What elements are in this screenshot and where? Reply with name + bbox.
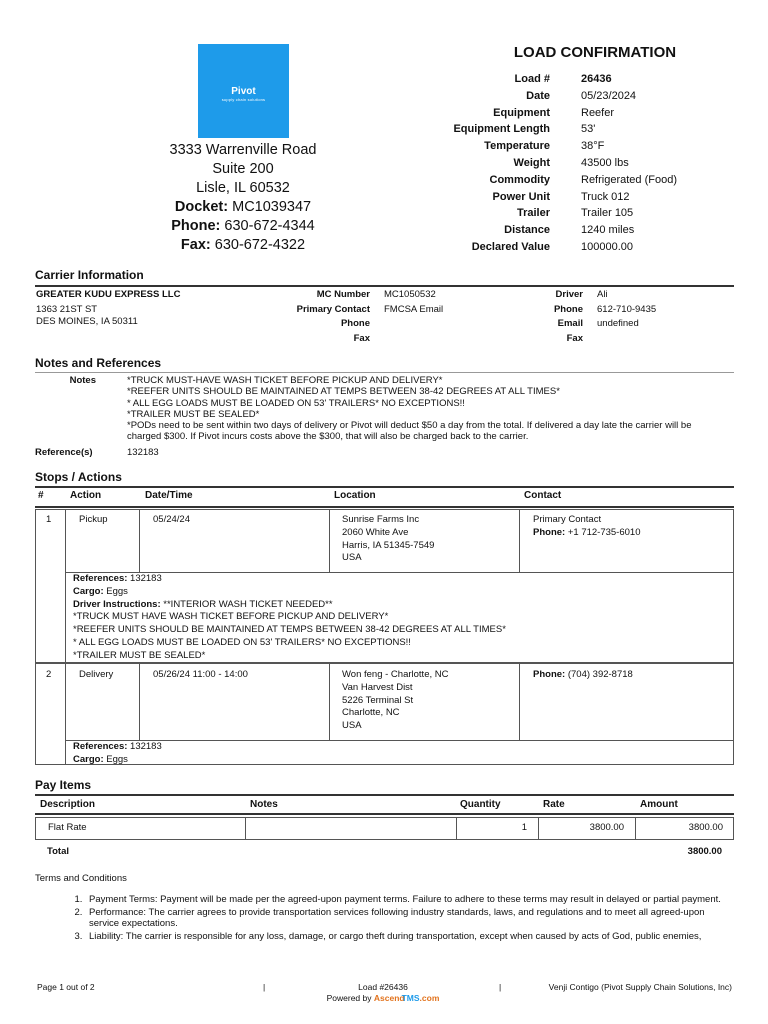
- load-info-label: Date: [526, 89, 550, 102]
- load-info-value: 53': [581, 123, 596, 136]
- stop-location-line: Sunrise Farms Inc: [342, 514, 420, 525]
- stops-header-num: #: [38, 490, 44, 501]
- notes-section-title: Notes and References: [35, 356, 162, 370]
- mc-number-label: MC Number: [316, 289, 370, 300]
- pay-quantity: 1: [521, 822, 527, 833]
- stops-header-location: Location: [334, 490, 376, 501]
- stop-details: [73, 573, 733, 663]
- stop-cargo: [73, 586, 733, 599]
- stop-location-line: USA: [342, 720, 362, 732]
- carrier-divider: [35, 285, 734, 287]
- page-title: LOAD CONFIRMATION: [513, 44, 677, 61]
- note-line: charged $300. If Pivot incurs costs above the $300, that will also be charged back to the carrier.: [127, 431, 529, 443]
- stop-datetime: 05/24/24: [153, 514, 190, 525]
- terms-list-wrap: [35, 894, 735, 943]
- pay-rate: 3800.00: [589, 822, 624, 833]
- stop-contact: [533, 669, 733, 682]
- pay-cell-divider: [456, 817, 457, 840]
- carrier-labels: [240, 288, 370, 346]
- load-info-value: Reefer: [581, 106, 615, 119]
- stop-num: 2: [46, 669, 52, 680]
- load-info-value: 05/23/2024: [581, 89, 637, 102]
- primary-contact-label: Primary Contact: [296, 303, 370, 315]
- stop-action: Pickup: [79, 514, 108, 525]
- load-info-value: Refrigerated (Food): [581, 173, 677, 186]
- footer-separator: |: [263, 982, 266, 992]
- carrier-name: GREATER KUDU EXPRESS LLC: [36, 289, 181, 300]
- driver-value: Ali: [597, 289, 608, 300]
- pay-divider-head: [35, 813, 734, 815]
- load-info-value: 26436: [581, 73, 612, 85]
- load-info-value: Trailer 105: [581, 207, 634, 220]
- docket-line: [140, 198, 346, 217]
- stop-contact-phone-value: (704) 392-8718: [567, 669, 633, 680]
- stop-cell-divider: [519, 663, 520, 741]
- stop-instruction-line: *REEFER UNITS SHOULD BE MAINTAINED AT TEMPS BETWEEN 38-42 DEGREES AT ALL TIMES*: [73, 624, 506, 636]
- stop-cargo: [73, 754, 733, 767]
- stop-location-line: 2060 White Ave: [342, 526, 409, 538]
- references-label: Reference(s): [35, 447, 93, 458]
- footer-brand-ascend[interactable]: Ascend: [373, 993, 405, 1003]
- address-line-1: 3333 Warrenville Road: [169, 142, 317, 158]
- company-logo: [198, 44, 289, 138]
- stop-location-line: Harris, IA 51345-7549: [342, 539, 435, 551]
- footer-load: Load #26436: [358, 982, 408, 992]
- pay-amount: 3800.00: [688, 822, 723, 833]
- logo-brand: Pivot: [231, 86, 256, 97]
- load-info-row: [440, 239, 751, 256]
- stop-datetime: 05/26/24 11:00 - 14:00: [153, 669, 248, 680]
- footer-company: Venji Contigo (Pivot Supply Chain Solutions, Inc): [548, 982, 732, 992]
- pay-section-title: Pay Items: [35, 778, 92, 792]
- note-line: *TRAILER MUST BE SEALED*: [127, 408, 260, 420]
- note-line: *PODs need to be sent within two days of delivery or Pivot will deduct $50 a day from the total. If delivered a day late the carrier will be: [127, 420, 692, 432]
- footer-powered: [300, 993, 466, 1003]
- driver-email-label: Email: [557, 318, 583, 329]
- stop-instructions: [73, 599, 733, 612]
- docket-value: MC1039347: [232, 199, 312, 215]
- stop-cell-divider: [139, 509, 140, 572]
- stop-cell-divider: [329, 663, 330, 741]
- terms-list: [35, 894, 735, 942]
- stop-contact: [533, 514, 733, 540]
- docket-label: Docket:: [174, 199, 229, 215]
- notes-label: Notes: [69, 375, 96, 386]
- fax-label: Fax:: [180, 237, 211, 253]
- phone-label: Phone:: [171, 218, 221, 234]
- load-info-row: [440, 121, 751, 138]
- stop-contact-name: Primary Contact: [533, 514, 602, 525]
- load-info-label: Trailer: [516, 207, 550, 220]
- stop-references-label: References:: [73, 741, 128, 752]
- stop-contact-phone-label: Phone:: [533, 669, 566, 680]
- carrier-phone-label: Phone: [340, 318, 370, 329]
- address-line-2: Suite 200: [212, 161, 274, 177]
- pay-header-amount: Amount: [640, 799, 678, 810]
- stop-location-line: Won feng - Charlotte, NC: [342, 669, 449, 680]
- stop-references-label: References:: [73, 573, 128, 584]
- driver-labels: [470, 288, 583, 346]
- carrier-identity: [36, 288, 236, 330]
- carrier-street: 1363 21ST ST: [36, 303, 98, 315]
- stops-divider-top: [35, 486, 734, 488]
- phone-line: [140, 217, 346, 236]
- note-line: * ALL EGG LOADS MUST BE LOADED ON 53' TRAILERS* NO EXCEPTIONS!!: [127, 397, 465, 409]
- terms-item: 2. Performance: The carrier agrees to provide transportation services following industry standards, laws, and regulations and to meet all agreed-upon service expectations.: [85, 907, 735, 930]
- stop-action: Delivery: [79, 669, 114, 680]
- carrier-city: DES MOINES, IA 50311: [36, 316, 138, 327]
- note-line: *TRUCK MUST-HAVE WASH TICKET BEFORE PICKUP AND DELIVERY*: [127, 375, 443, 386]
- stop-cargo-label: Cargo:: [73, 753, 104, 765]
- pay-row: [35, 817, 734, 840]
- stop-references: [73, 573, 733, 586]
- load-info-label: Distance: [504, 224, 550, 237]
- stop-instruction-line: *TRUCK MUST HAVE WASH TICKET BEFORE PICKUP AND DELIVERY*: [73, 611, 389, 623]
- carrier-fax-label: Fax: [353, 332, 370, 344]
- stop-instructions-label: Driver Instructions:: [73, 598, 161, 610]
- notes-body: [127, 375, 732, 443]
- load-info-row: [440, 189, 751, 206]
- pay-header-rate: Rate: [543, 799, 565, 810]
- load-info-value: 38°F: [581, 140, 605, 153]
- stop-details: [73, 741, 733, 767]
- stop-num: 1: [46, 514, 52, 525]
- footer-separator: |: [499, 982, 502, 992]
- pay-cell-divider: [245, 817, 246, 840]
- references-value: 132183: [127, 447, 159, 458]
- stop-cell-divider: [329, 509, 330, 572]
- stop-cargo-label: Cargo:: [73, 585, 104, 597]
- company-address: [140, 141, 346, 255]
- pay-cell-divider: [538, 817, 539, 840]
- pay-header-description: Description: [40, 799, 96, 810]
- load-info-table: [440, 71, 751, 256]
- driver-label: Driver: [555, 289, 583, 300]
- load-info-row: [440, 222, 751, 239]
- pay-total-label: Total: [47, 846, 69, 857]
- footer-brand-com[interactable]: .com: [419, 993, 440, 1003]
- pay-header-quantity: Quantity: [460, 799, 501, 810]
- load-info-row: [440, 172, 751, 189]
- load-info-label: Temperature: [484, 140, 550, 153]
- footer-powered-label: Powered by: [326, 993, 372, 1003]
- stops-header-contact: Contact: [524, 490, 562, 501]
- pay-header-notes: Notes: [250, 799, 278, 810]
- load-info-row: [440, 155, 751, 172]
- stops-header-action: Action: [70, 490, 102, 501]
- load-info-value: Truck 012: [581, 190, 630, 203]
- stop-instructions-value: **INTERIOR WASH TICKET NEEDED**: [163, 598, 333, 610]
- stop-references-value: 132183: [130, 573, 162, 584]
- stop-location-line: USA: [342, 552, 362, 564]
- stop-contact-phone-label: Phone:: [533, 526, 566, 538]
- mc-number-value: MC1050532: [384, 289, 436, 300]
- pay-cell-divider: [635, 817, 636, 840]
- terms-title: Terms and Conditions: [35, 873, 127, 884]
- pay-description: Flat Rate: [48, 822, 87, 833]
- stop-location-line: Van Harvest Dist: [342, 681, 413, 693]
- stop-contact-phone: [533, 669, 733, 682]
- stop-contact-phone: [533, 527, 733, 540]
- footer-page: Page 1 out of 2: [37, 982, 95, 992]
- primary-contact-value: FMCSA Email: [384, 303, 444, 315]
- driver-phone-value: 612-710-9435: [597, 303, 657, 315]
- stops-divider-head: [35, 506, 734, 508]
- notes-divider: [35, 372, 734, 373]
- terms-item: 3. Liability: The carrier is responsible for any loss, damage, or cargo theft during transportation, except when caused by acts of God, public enemies,: [85, 931, 735, 943]
- stop-location-line: 5226 Terminal St: [342, 694, 414, 706]
- load-info-row: [440, 71, 751, 88]
- load-info-label: Equipment Length: [453, 123, 550, 136]
- stop-cargo-value: Eggs: [106, 753, 128, 765]
- load-info-value: 1240 miles: [581, 224, 635, 237]
- driver-values: [597, 288, 727, 332]
- load-info-value: 43500 lbs: [581, 156, 629, 169]
- load-info-label: Equipment: [493, 106, 550, 119]
- driver-phone-label: Phone: [553, 303, 583, 315]
- stop-location-line: Charlotte, NC: [342, 707, 400, 719]
- load-info-label: Weight: [513, 156, 550, 169]
- terms-item: 1. Payment Terms: Payment will be made per the agreed-upon payment terms. Failure to adhere to these terms may result in delayed or partial payment.: [85, 894, 735, 906]
- phone-value: 630-672-4344: [224, 218, 315, 234]
- stop-instruction-line: * ALL EGG LOADS MUST BE LOADED ON 53' TRAILERS* NO EXCEPTIONS!!: [73, 636, 411, 648]
- stop-cell-divider: [139, 663, 140, 741]
- load-info-label: Declared Value: [471, 240, 550, 253]
- stop-location: [342, 669, 517, 733]
- address-city: Lisle, IL 60532: [196, 180, 290, 196]
- fax-value: 630-672-4322: [214, 237, 306, 253]
- stop-instruction-line: *TRAILER MUST BE SEALED*: [73, 649, 206, 661]
- load-info-label: Power Unit: [492, 190, 550, 203]
- note-line: *REEFER UNITS SHOULD BE MAINTAINED AT TEMPS BETWEEN 38-42 DEGREES AT ALL TIMES*: [127, 386, 560, 398]
- logo-tagline: supply chain solutions: [221, 97, 266, 102]
- fax-line: [140, 236, 346, 255]
- stop-contact-phone-value: +1 712-735-6010: [567, 526, 641, 538]
- load-info-row: [440, 205, 751, 222]
- load-info-row: [440, 138, 751, 155]
- footer-brand-tms[interactable]: TMS: [401, 993, 420, 1003]
- load-info-row: [440, 88, 751, 105]
- pay-total-value: 3800.00: [687, 846, 722, 857]
- pay-divider-top: [35, 794, 734, 796]
- stop-cargo-value: Eggs: [106, 585, 128, 597]
- driver-fax-label: Fax: [566, 332, 583, 344]
- load-info-row: [440, 105, 751, 122]
- load-info-value: 100000.00: [581, 240, 633, 253]
- stop-location: [342, 514, 517, 565]
- load-info-label: Load #: [514, 73, 550, 85]
- stop-references-value: 132183: [130, 741, 162, 752]
- stop-references: [73, 741, 733, 754]
- stops-section-title: Stops / Actions: [35, 470, 122, 484]
- stops-header-datetime: Date/Time: [145, 490, 193, 501]
- carrier-section-title: Carrier Information: [35, 268, 144, 282]
- driver-email-value: undefined: [597, 318, 639, 329]
- load-info-label: Commodity: [489, 173, 550, 186]
- stop-cell-divider: [519, 509, 520, 572]
